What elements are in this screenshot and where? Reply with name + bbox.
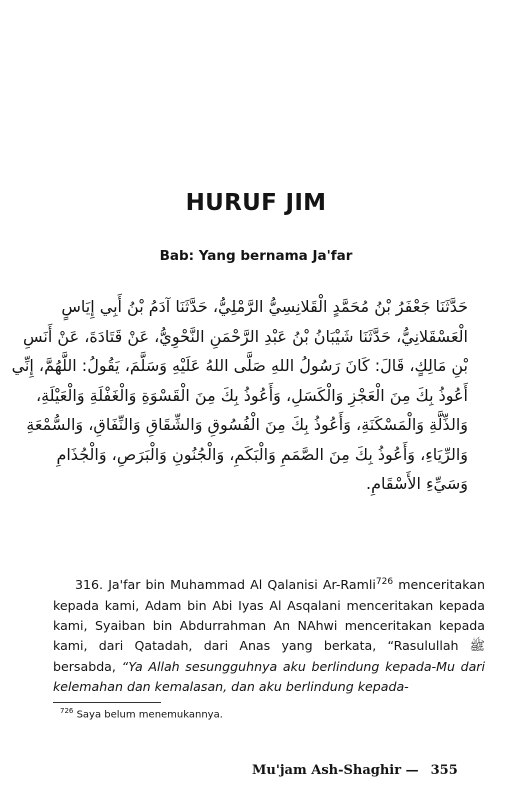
book-title: Mu'jam Ash-Shaghir — — [252, 763, 419, 778]
footnote-divider — [53, 702, 161, 703]
arabic-line: وَسَيِّءِ الأَسْقَامِ. — [365, 474, 468, 493]
page-number: 355 — [430, 763, 458, 778]
translation-paragraph — [53, 572, 485, 698]
footnote — [60, 707, 223, 720]
footnote-marker: 726 — [375, 577, 394, 587]
arabic-line: بْنِ مَالِكٍ، قَالَ: كَانَ رَسُولُ اللهِ صَلَّى اللهُ عَلَيْهِ وَسَلَّمَ، يَقُولُ: اللَّهُمَّ، إِنِّي — [11, 356, 468, 375]
translation-text-part2: menceritakan kepada kami, Adam bin Abi Iyas Al Asqalani menceritakan kepada kami, Syaiban bin Abdurrahman An NAhwi menceritakan kepada kami, dari Qatadah, dari Anas yang berkata, “Rasulullah ﷺ bersabda, — [53, 577, 485, 674]
arabic-line: الْعَسْقَلانِيُّ، حَدَّثَنَا شَيْبَانُ بْنُ عَبْدِ الرَّحْمَنِ النَّحْوِيُّ، عَنْ قَتَادَةَ، عَنْ أَنَسِ — [23, 326, 468, 346]
translation-italic-text: “Ya Allah sesungguhnya aku berlindung kepada-Mu dari kelemahan dan kemalasan, dan aku berlindung kepada- — [53, 658, 485, 695]
footnote-text: Saya belum menemukannya. — [76, 709, 223, 721]
translation-text-part1: Ja'far bin Muhammad Al Qalanisi Ar-Ramli — [108, 577, 376, 593]
arabic-line: وَالرِّيَاءِ، وَأَعُوذُ بِكَ مِنَ الصَّمَمِ وَالْبَكَمِ، وَالْجُنُونِ وَالْبَرَصِ، وَالْجُذَامِ — [56, 444, 468, 464]
section-subheading: Bab: Yang bernama Ja'far — [159, 248, 353, 264]
arabic-line: وَالذِّلَّةِ وَالْمَسْكَنَةِ، وَأَعُوذُ بِكَ مِنَ الْفُسُوقِ وَالشِّقَاقِ وَالنِّفَاقِ، وَالسُّمْعَةِ — [26, 415, 468, 434]
arabic-line: حَدَّثَنَا جَعْفَرُ بْنُ مُحَمَّدٍ الْقَلانِسِيُّ الرَّمْلِيُّ، حَدَّثَنَا آدَمُ بْنُ أَبِي إِيَاسٍ — [61, 297, 468, 316]
running-footer — [252, 763, 458, 778]
footnote-number: 726 — [60, 707, 74, 715]
arabic-hadith-text — [11, 292, 468, 499]
chapter-heading: HURUF JIM — [185, 190, 327, 216]
arabic-line: أَعُوذُ بِكَ مِنَ الْعَجْزِ وَالْكَسَلِ، وَأَعُوذُ بِكَ مِنَ الْقَسْوَةِ وَالْغَفْلَةِ وَالْعَيْلَةِ، — [35, 385, 468, 405]
hadith-number: 316. — [75, 577, 104, 593]
